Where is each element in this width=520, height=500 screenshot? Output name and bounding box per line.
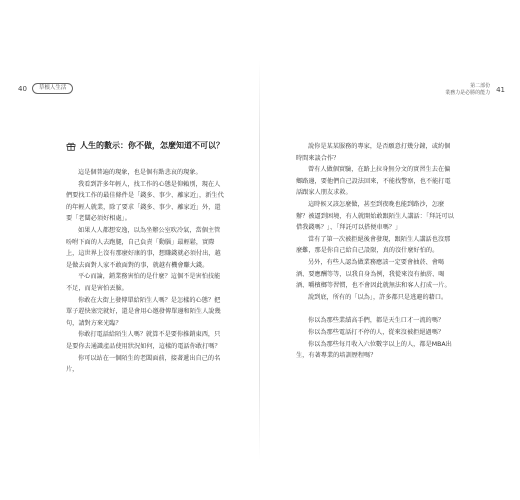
right-paragraph: 這時候又該怎麼做，甚至到夜晚也能到路沙，怎麼辦？被逼到困境，有人就開始敢跟陌生人講話：「拜託可以借我錢嗎？」、「拜託可以搭便車嗎？」	[296, 200, 454, 232]
right-paragraph: 說你是某某服務的專家，是否願意打幾分鐘，或約個時間來談合作？	[296, 143, 451, 162]
left-paragraph: 你可以站在一個陌生的老闆面前，接著遞出自己的名片，	[66, 354, 221, 374]
left-page-header	[18, 83, 73, 94]
book-title-badge: 草根人生活	[32, 83, 74, 94]
chapter-label-block	[445, 83, 490, 97]
gift-icon	[66, 141, 76, 151]
chapter-label: 第二部份	[470, 83, 491, 89]
left-page-number: 40	[18, 84, 27, 93]
right-page-header	[445, 83, 505, 97]
left-paragraph: 你敢在大街上發傳單給陌生人嗎？是怎樣的心態？把單子趕快塞完就好，還是會用心邀發傳單邊和陌生人說幾句，請對方來光臨？	[66, 296, 221, 327]
section-heading	[66, 140, 224, 151]
right-paragraph: 你以為那些每月收入六位數字以上的人，都是MBA出生，有著專業的培訓歷程嗎？	[296, 340, 452, 360]
section-title: 人生的數示：你不做，怎麼知道不可以？	[80, 141, 224, 150]
right-page-number: 41	[496, 86, 505, 94]
right-paragraph: 曾有人做個實驗，在路上拉身無分文的實習生去在偏鄉路邊，要他們自己設法回來，不能找警察，也不能打電話跟家人朋友求救。	[296, 166, 451, 197]
right-page-body	[296, 141, 456, 362]
right-paragraph: 說到底，所有的「以為」，許多都只是逃避的藉口。	[308, 293, 448, 301]
chapter-subtitle: 業務力是必勝的能力	[445, 90, 491, 96]
left-paragraph: 你敢打電話給陌生人嗎？就算不是要你推銷東西，只是要你去通識產品使用狀況如何，這樣的電話你敢打嗎？	[66, 331, 221, 350]
right-paragraph: 當有了第一次被拒絕後會發現，跟陌生人講話也沒那麼難，那是你自己給自己設限，真的沒什麼好怕的。	[296, 235, 451, 255]
left-paragraph: 這是個普遍的現象，也是個有點悲哀的現象。	[78, 169, 202, 176]
right-paragraph: 你以為那些業績高手們，都是天生口才一流的嗎？	[308, 317, 445, 325]
left-paragraph: 平心而論，銷業務害怕的是什麼？這個不是害怕技能不足，而是害怕丟臉。	[66, 273, 221, 292]
left-paragraph: 如果人人都想安逸，以為坐辦公室吹冷氣，當個主管吩咐下面的人去跑腿，自己負責「動腦」最輕鬆，實際上，這世界上沒有那麼好康的事，想賺錢就必須付出，越是做去面對人家不敢面對的事，就越有機會賺大錢。	[66, 226, 221, 269]
right-paragraph: 另外，有些人認為做業務應該一定要會抽菸、會喝酒、要應酬等等，以我自身為例，我從來沒有抽菸、喝酒、嚼檳榔等習慣，也不會因此就無法和客人打成一片。	[296, 258, 451, 290]
page-gutter	[259, 60, 260, 460]
left-page-body	[66, 167, 226, 376]
right-paragraph: 你以為那些電話打不停的人，從來沒被拒絕過嗎？	[308, 328, 445, 336]
left-paragraph: 我看到許多年輕人，找工作的心態是仰賴別，現在人們要找工作的最佳條件是「錢多、事少、離家近」，新生代的年輕人就業，除了要求「錢多、事少、離家近」外，還要「老闆必須好相處」。	[66, 180, 224, 223]
